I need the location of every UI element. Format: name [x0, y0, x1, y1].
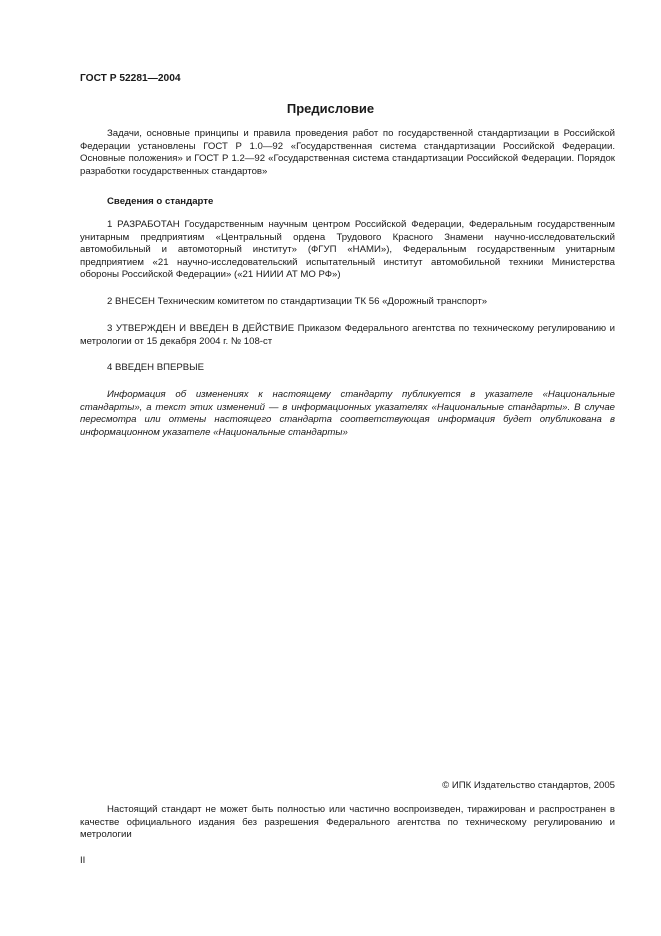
item-2-text: 2 ВНЕСЕН Техническим комитетом по стандартизации ТК 56 «Дорожный транспорт» [107, 296, 488, 307]
page-number: II [80, 855, 86, 866]
info-note-text: Информация об изменениях к настоящему стандарту публикуется в указателе «Национальные стандарты», а текст этих изменений — в информационных указателях «Национальные стандарты». В случае пересмотра или отмены настоящего стандарта соответствующая информация будет опубликована в информационном указателе «Национальные стандарты» [80, 389, 615, 438]
item-3-text: 3 УТВЕРЖДЕН И ВВЕДЕН В ДЕЙСТВИЕ Приказом Федерального агентства по техническому регулированию и метрологии от 15 декабря 2004 г. № 108-ст [80, 323, 615, 347]
item-4 [80, 362, 615, 375]
item-3 [80, 323, 615, 348]
intro-paragraph [80, 128, 615, 178]
item-1-text: 1 РАЗРАБОТАН Государственным научным центром Российской Федерации, Федеральным государственным унитарным предприятиям «Центральный ордена Трудового Красного Знамени научно-исследовательский автомобильный и автомоторный институт» (ФГУП «НАМИ»), Федеральным государственным унитарным предприятием «21 научно-исследовательский испытательный институт автомобильной техники Министерства обороны Российской Федерации» («21 НИИИ АТ МО РФ») [80, 219, 615, 281]
item-2 [80, 296, 615, 309]
item-1 [80, 219, 615, 282]
item-4-text: 4 ВВЕДЕН ВПЕРВЫЕ [107, 362, 205, 373]
info-note [80, 389, 615, 439]
document-code: ГОСТ Р 52281—2004 [80, 73, 181, 84]
legal-notice-text: Настоящий стандарт не может быть полностью или частично воспроизведен, тиражирован и распространен в качестве официального издания без разрешения Федерального агентства по техническому регулированию и метрологии [80, 804, 615, 841]
intro-text: Задачи, основные принципы и правила проведения работ по государственной стандартизации в Российской Федерации установлены ГОСТ Р 1.0—92 «Государственная система стандартизации Российской Федерации. Основные положения» и ГОСТ Р 1.2—92 «Государственная система стандартизации Российской Федерации. Порядок разработки государственных стандартов» [80, 128, 615, 177]
legal-notice [80, 804, 615, 842]
copyright: © ИПК Издательство стандартов, 2005 [442, 780, 615, 791]
page-title: Предисловие [286, 101, 375, 116]
section-title: Сведения о стандарте [107, 196, 214, 207]
